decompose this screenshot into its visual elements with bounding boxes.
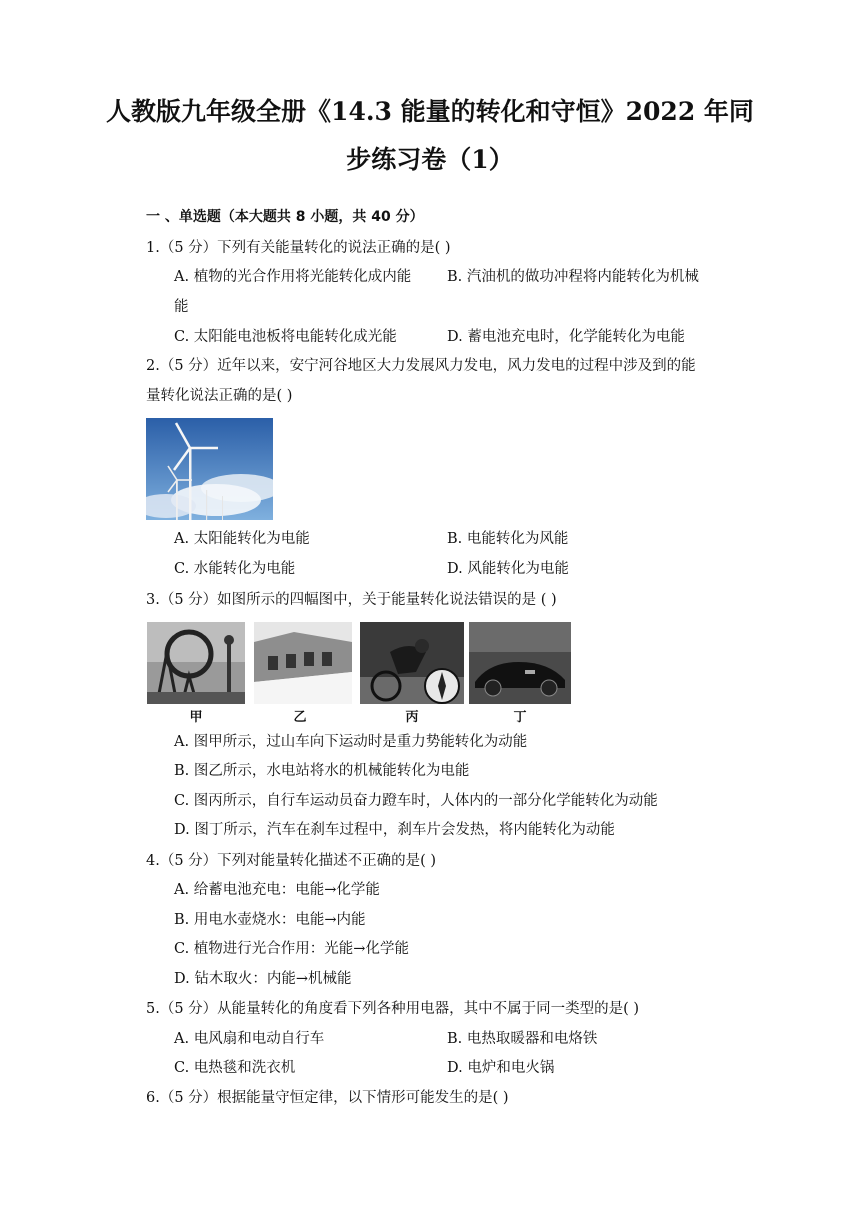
race-car-image [469, 622, 571, 704]
q5-stem: 5.（5 分）从能量转化的角度看下列各种用电器，其中不属于同一类型的是( ) [146, 1001, 640, 1017]
hydropower-dam-image [254, 622, 352, 704]
roller-coaster-image [147, 622, 245, 704]
q5-option-d: D. 电炉和电火锅 [447, 1060, 555, 1076]
wind-turbine-image [146, 418, 273, 520]
q3-option-a: A. 图甲所示，过山车向下运动时是重力势能转化为动能 [174, 734, 528, 750]
q1-option-a: A. 植物的光合作用将光能转化成内能 [174, 269, 412, 285]
q1-option-c: C. 太阳能电池板将电能转化成光能 [174, 329, 397, 345]
q5-option-c: C. 电热毯和洗衣机 [174, 1060, 296, 1076]
caption-yi: 乙 [293, 710, 307, 725]
q3-option-d: D. 图丁所示，汽车在刹车过程中，刹车片会发热，将内能转化为动能 [174, 822, 615, 838]
q2-stem-2: 量转化说法正确的是( ) [146, 388, 293, 404]
q3-option-c: C. 图丙所示，自行车运动员奋力蹬车时，人体内的一部分化学能转化为动能 [174, 793, 658, 809]
title-line-2: 步练习卷（1） [346, 145, 514, 174]
q2-option-d: D. 风能转化为电能 [447, 561, 569, 577]
q1-stem: 1.（5 分）下列有关能量转化的说法正确的是( ) [146, 240, 451, 256]
caption-ding: 丁 [513, 710, 527, 725]
q1-option-d: D. 蓄电池充电时，化学能转化为电能 [447, 329, 685, 345]
q3-option-b: B. 图乙所示，水电站将水的机械能转化为电能 [174, 763, 470, 779]
title-line-1: 人教版九年级全册《14.3 能量的转化和守恒》2022 年同 [106, 97, 754, 126]
q2-stem-1: 2.（5 分）近年以来，安宁河谷地区大力发展风力发电，风力发电的过程中涉及到的能 [146, 358, 696, 374]
caption-jia: 甲 [189, 710, 203, 725]
q4-option-a: A. 给蓄电池充电：电能→化学能 [174, 882, 380, 898]
q2-option-a: A. 太阳能转化为电能 [174, 531, 310, 547]
q5-option-a: A. 电风扇和电动自行车 [174, 1031, 325, 1047]
caption-bing: 丙 [405, 710, 419, 725]
section-heading: 一 、单选题（本大题共 8 小题，共 40 分） [146, 209, 424, 225]
q1-option-b: B. 汽油机的做功冲程将内能转化为机械 [447, 269, 699, 285]
q4-option-c: C. 植物进行光合作用：光能→化学能 [174, 941, 409, 957]
q3-stem: 3.（5 分）如图所示的四幅图中，关于能量转化说法错误的是 ( ) [146, 592, 557, 608]
q5-option-b: B. 电热取暖器和电烙铁 [447, 1031, 598, 1047]
q4-stem: 4.（5 分）下列对能量转化描述不正确的是( ) [146, 853, 437, 869]
q4-option-d: D. 钻木取火：内能→机械能 [174, 971, 352, 987]
q2-option-c: C. 水能转化为电能 [174, 561, 296, 577]
q6-stem: 6.（5 分）根据能量守恒定律，以下情形可能发生的是( ) [146, 1090, 509, 1106]
q2-option-b: B. 电能转化为风能 [447, 531, 569, 547]
cyclist-image [360, 622, 464, 704]
q1-option-b-cont: 能 [174, 299, 189, 315]
q4-option-b: B. 用电水壶烧水：电能→内能 [174, 912, 366, 928]
